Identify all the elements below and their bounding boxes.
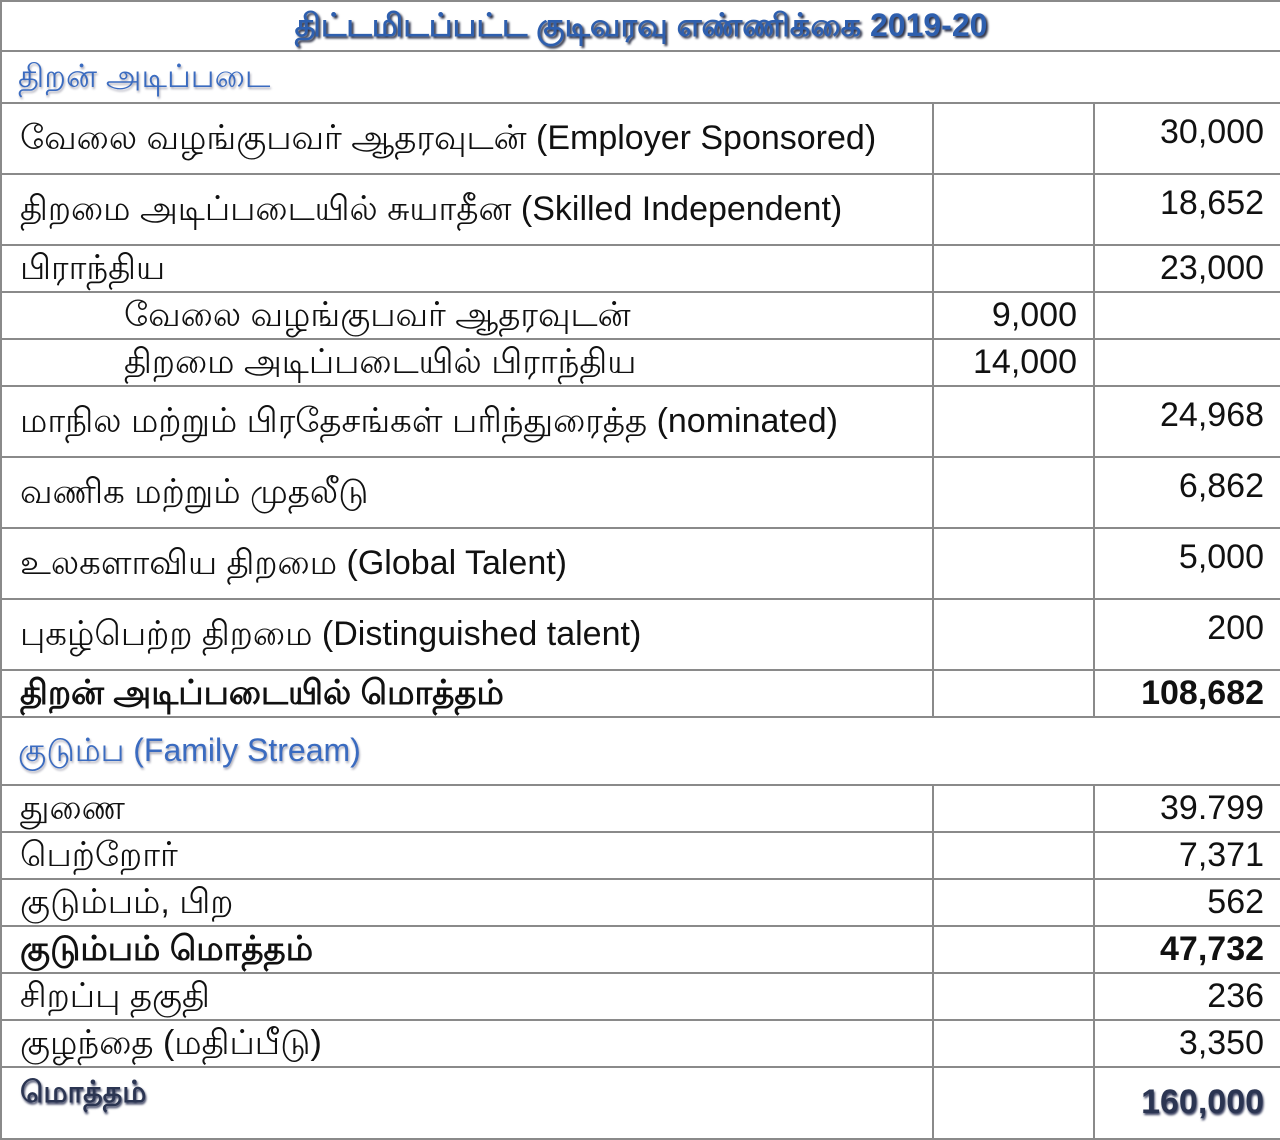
table-row-sub: [1, 292, 1280, 339]
table-row: [1, 832, 1280, 879]
empty-cell: [933, 1067, 1094, 1139]
row-label: பிராந்திய: [1, 245, 933, 292]
table-row: [1, 457, 1280, 528]
row-value: [1094, 339, 1280, 386]
table-row: [1, 174, 1280, 245]
row-label: உலகளாவிய திறமை (Global Talent): [1, 528, 933, 599]
table-row: [1, 785, 1280, 832]
row-value: [1094, 292, 1280, 339]
empty-cell: [933, 670, 1094, 717]
table-row: [1, 1020, 1280, 1067]
family-total-value: 47,732: [1094, 926, 1280, 973]
table-row: [1, 879, 1280, 926]
row-value: 30,000: [1094, 103, 1280, 174]
family-stream-header-row: [1, 717, 1280, 785]
row-label: வேலை வழங்குபவர் ஆதரவுடன் (Employer Sponsored): [1, 103, 933, 174]
empty-cell: [933, 879, 1094, 926]
row-value: 6,862: [1094, 457, 1280, 528]
row-value: 200: [1094, 599, 1280, 670]
row-value: 18,652: [1094, 174, 1280, 245]
row-label: புகழ்பெற்ற திறமை (Distinguished talent): [1, 599, 933, 670]
empty-cell: [933, 973, 1094, 1020]
row-label: திறமை அடிப்படையில் சுயாதீன (Skilled Independent): [1, 174, 933, 245]
row-label: மாநில மற்றும் பிரதேசங்கள் பரிந்துரைத்த (nominated): [1, 386, 933, 457]
row-subvalue: [933, 245, 1094, 292]
title-row: [1, 1, 1280, 51]
table-row: [1, 386, 1280, 457]
row-subvalue: [933, 528, 1094, 599]
empty-cell: [933, 832, 1094, 879]
row-value: 236: [1094, 973, 1280, 1020]
grand-total-row: [1, 1067, 1280, 1139]
row-label: குழந்தை (மதிப்பீடு): [1, 1020, 933, 1067]
row-subvalue: [933, 103, 1094, 174]
row-subvalue: [933, 457, 1094, 528]
family-total-row: [1, 926, 1280, 973]
table-row: [1, 245, 1280, 292]
row-value: 5,000: [1094, 528, 1280, 599]
family-stream-header: குடும்ப (Family Stream): [1, 717, 1280, 785]
table-row-sub: [1, 339, 1280, 386]
row-label: குடும்பம், பிற: [1, 879, 933, 926]
table-row: [1, 103, 1280, 174]
skill-stream-header-row: [1, 51, 1280, 103]
skill-total-row: [1, 670, 1280, 717]
row-label: வேலை வழங்குபவர் ஆதரவுடன்: [1, 292, 933, 339]
table-row: [1, 599, 1280, 670]
row-value: 23,000: [1094, 245, 1280, 292]
grand-total-value: 160,000: [1094, 1067, 1280, 1139]
row-value: 39.799: [1094, 785, 1280, 832]
skill-total-label: திறன் அடிப்படையில் மொத்தம்: [1, 670, 933, 717]
table-row: [1, 973, 1280, 1020]
row-subvalue: [933, 174, 1094, 245]
row-label: சிறப்பு தகுதி: [1, 973, 933, 1020]
empty-cell: [933, 785, 1094, 832]
empty-cell: [933, 926, 1094, 973]
row-value: 24,968: [1094, 386, 1280, 457]
row-subvalue: [933, 599, 1094, 670]
row-label: திறமை அடிப்படையில் பிராந்திய: [1, 339, 933, 386]
grand-total-label: மொத்தம்: [1, 1067, 933, 1139]
row-value: 562: [1094, 879, 1280, 926]
table-title: திட்டமிடப்பட்ட குடிவரவு எண்ணிக்கை 2019-20: [1, 1, 1280, 51]
row-label: பெற்றோர்: [1, 832, 933, 879]
skill-stream-header: திறன் அடிப்படை: [1, 51, 1280, 103]
row-value: 7,371: [1094, 832, 1280, 879]
row-subvalue: 14,000: [933, 339, 1094, 386]
row-value: 3,350: [1094, 1020, 1280, 1067]
table-row: [1, 528, 1280, 599]
row-subvalue: 9,000: [933, 292, 1094, 339]
row-label: துணை: [1, 785, 933, 832]
row-label: வணிக மற்றும் முதலீடு: [1, 457, 933, 528]
empty-cell: [933, 1020, 1094, 1067]
row-subvalue: [933, 386, 1094, 457]
family-total-label: குடும்பம் மொத்தம்: [1, 926, 933, 973]
skill-total-value: 108,682: [1094, 670, 1280, 717]
